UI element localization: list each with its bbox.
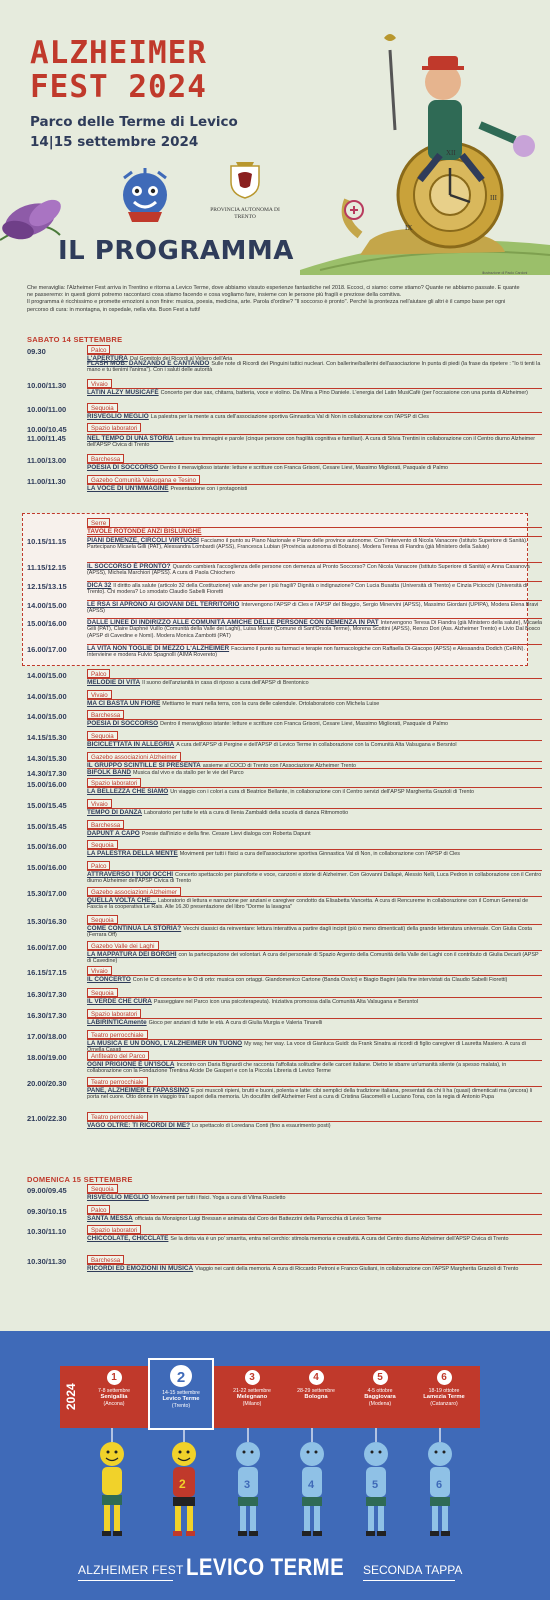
event-body xyxy=(87,1193,542,1201)
event-time: 15.00/16.00 xyxy=(27,863,67,872)
event-place: Parco delle Terme di Levico xyxy=(30,114,238,130)
title-line-2: FEST 2024 xyxy=(30,69,207,105)
stage-city: Melegnano xyxy=(236,1394,268,1400)
event-time: 09.00/09.45 xyxy=(27,1186,67,1195)
event-location: Gazebo associazioni Alzheimer xyxy=(87,752,181,761)
logos xyxy=(100,160,330,240)
stage-figures xyxy=(80,1428,480,1548)
event-title: TEMPO DI DANZA xyxy=(87,809,143,816)
event-description: Sulle note di Ricordi dei Pinguini tattici nucleari. Con ballerine/ballerini dell'associazione In punta di piedi (la frase da ripetere : "Io ti tenti la mano e tu tienimi l'anima"). Con i saluti delle autorità xyxy=(87,361,541,374)
event-description: Mettiamo le mani nella terra, con la cura delle calendule. Ortolaboratorio con Michela Luise xyxy=(162,701,380,707)
svg-text:2: 2 xyxy=(179,1477,186,1491)
stage-number: 6 xyxy=(437,1370,452,1385)
event-title: IL CONCERTO xyxy=(87,976,131,983)
event-title: LA VITA NON TOGLIE DI MEZZO L'ALZHEIMER xyxy=(87,645,230,652)
event-location: Sequoia xyxy=(87,1184,118,1193)
event-body xyxy=(87,768,542,776)
tagline-underline xyxy=(78,1580,173,1581)
event-description: Dentro il meraviglioso istante: letture e scritture con Franca Grisoni, Cesare Lievi, Massimo Migliorati, Pasquale di Palmo xyxy=(160,721,449,727)
event-location: Barchessa xyxy=(87,820,124,829)
tour-stage xyxy=(286,1366,346,1428)
event-title: LA BELLEZZA CHE SIAMO xyxy=(87,788,169,795)
event-location: Spazio laboratori xyxy=(87,423,141,432)
event-time: 10.00/10.45 xyxy=(27,425,67,434)
title-line-1: ALZHEIMER xyxy=(30,35,207,71)
event-title: OGNI PRIGIONE È UN'ISOLA xyxy=(87,1061,175,1068)
event-time: 11.00/11.30 xyxy=(27,477,66,486)
event-body xyxy=(87,1264,542,1272)
event-description: Movimenti per tutti i fisici. Yoga a cura di Vilma Ruscletto xyxy=(150,1195,286,1201)
event-title: POESIA DI SOCCORSO xyxy=(87,720,159,727)
event-title: BICICLETTATA IN ALLEGRIA xyxy=(87,741,175,748)
event-location: Barchessa xyxy=(87,710,124,719)
event-title: NEL TEMPO DI UNA STORIA xyxy=(87,435,174,442)
event-title: RISVEGLIO MEGLIO xyxy=(87,1194,149,1201)
event-description: Incontro con Daria Bignardi che racconta l'affollata solitudine delle carceri italiane. Dietro le sbarre un'umanità silente (a spesso malata), in collaborazione con la Fondazione Trentina Alcide De Gasperi e con la Piccola Libreria di Levico Terme xyxy=(87,1062,507,1075)
stage-province: (Catanzaro) xyxy=(430,1401,458,1407)
event-description: Facciamo il punto su farmaci e terapie non farmacologiche con Raffaella Di-Giacopo (APSS) e Alessandra Dodich (CeRiN). Intervieine e modera Fulvio Spagnolli (AIMA Rovereto) xyxy=(87,646,525,659)
event-description: Intervengono Teresa Di Fiandra (già Ministero della salute), Micaela Gilli (PAT), Claire Daphné Vuillo (Comunità della Valle dei Laghi), Luisa Moser (Comune di Sant'Orsola Terme), Morena Scottini (APSS), Renzo Dori (Ass. Alzheimer Trento) e Livio Dal Bosco (APSP di Cavedine e Nomi). Modera Monica Zambotti (PAT) xyxy=(87,620,543,639)
event-time: 15.00/16.00 xyxy=(27,842,67,851)
event-location: Sequoia xyxy=(87,988,118,997)
tour-year: 2024 xyxy=(60,1366,82,1428)
figure-3 xyxy=(236,1442,260,1536)
snail-illustration xyxy=(300,30,550,275)
event-body xyxy=(87,1214,542,1222)
event-body xyxy=(87,412,542,420)
stage-city: Baggiovara xyxy=(364,1394,396,1400)
event-description: assieme al COCD di Trento con l'Associazione Alzheimer Trento xyxy=(202,763,356,769)
stage-date: 28-29 settembre xyxy=(297,1388,335,1394)
event-body xyxy=(87,361,542,374)
footer-tagline xyxy=(78,1554,478,1584)
provincia-logo xyxy=(205,160,285,240)
event-location: Teatro perrocchiale xyxy=(87,1112,148,1121)
event-title: LABIRINTICAmente xyxy=(87,1019,147,1026)
stage-city: Bologna xyxy=(304,1394,328,1400)
stage-number: 1 xyxy=(107,1370,122,1385)
event-location: Sequoia xyxy=(87,731,118,740)
event-time: 15.00/16.00 xyxy=(27,619,67,628)
figure-4 xyxy=(300,1442,324,1536)
event-description: Viaggio nei canti della memoria. A cura di Riccardo Petroni e Franco Giuliani, in collaborazione con l'APSP Margherita Grazioli di Trento xyxy=(195,1266,519,1272)
event-title: L'APERTURA xyxy=(87,355,128,362)
event-body xyxy=(87,1060,542,1075)
figure-5 xyxy=(364,1442,388,1536)
event-body xyxy=(87,434,542,449)
event-body xyxy=(87,1018,542,1026)
tour-stages xyxy=(82,1366,480,1428)
event-body xyxy=(87,829,542,837)
stage-number: 5 xyxy=(373,1370,388,1385)
event-title: VAGO OLTRE: TI RICORDI DI ME? xyxy=(87,1122,191,1129)
svg-text:XII: XII xyxy=(446,149,456,157)
event-location: Anfiteatro del Parco xyxy=(87,1051,149,1060)
event-description: con la partecipazione dei volontari. A cura del personale di Spazio Argento della Comunità della Valle dei Laghi con il contributo di Giulia Decarli (APSP di Cavedine) xyxy=(87,952,539,965)
event-time: 14.00/15.00 xyxy=(27,692,67,701)
event-description: Poesie dall'inizio e della fine. Cesare Lievi dialoga con Roberta Dapunt xyxy=(141,831,311,837)
event-body xyxy=(87,950,542,965)
event-description: Letture tra immagini e parole (cinque persone con fragilità cognitiva e familiari). A cura di Silvia Trentini in collaborazione con il Centro diurno Alzheimer dell'APSP Civica di Trento xyxy=(87,436,536,449)
event-body xyxy=(87,699,542,707)
event-body xyxy=(87,536,542,551)
event-body xyxy=(87,463,542,471)
event-description: officiata da Monsignor Luigi Bressan e animata dal Coro dei Battezzini della Parrocchia di Levico Terme xyxy=(134,1216,382,1222)
event-location: Spazio laboratori xyxy=(87,778,141,787)
event-location: Sequoia xyxy=(87,915,118,924)
event-description: Laboratorio per tutte le età a cura di Ilenia Zambaldi della scuola di danza Ritmomotio xyxy=(144,810,349,816)
tour-stage xyxy=(84,1366,144,1428)
tour-stage-current xyxy=(148,1358,214,1430)
event-body xyxy=(87,1234,542,1242)
event-description: Il suono dell'anzianità in casa di riposo a cura dell'APSP di Brentonico xyxy=(142,680,309,686)
event-description: Facciamo il punto su Piano Nazionale e Piano delle province autonome. Con l'intervento di Nicola Vanacore (Istituto Superiore di Sanità). Partecipano Micaela Gilli (PAT), Alessandra Lombardi (APSS), Francesca Lubian (Provincia autonoma di Bolzano). Modera Teresa di Fiandra (già Ministero della Salute) xyxy=(87,538,528,551)
event-time: 15.00/15.45 xyxy=(27,822,67,831)
stage-date: 4-5 ottobre xyxy=(367,1388,393,1394)
page-title xyxy=(30,36,207,104)
event-time: 09.30 xyxy=(27,347,46,356)
event-time: 09.30/10.15 xyxy=(27,1207,67,1216)
event-time: 11.15/12.15 xyxy=(27,563,67,572)
event-location: Spazio laboratori xyxy=(87,1225,141,1234)
event-time: 11.00/11.45 xyxy=(27,434,66,443)
stage-number: 3 xyxy=(245,1370,260,1385)
svg-text:IX: IX xyxy=(405,224,413,232)
event-description: Il diritto alla salute (articolo 32 della Costituzione) vale anche per i più fragili? Dignità o indignazione? Con Lucia Busatta (Università di Trento) e Cinzia Piciocchi (Università di Trento). Chi modera? Lo smodato Claudio Sabelli Fioretti xyxy=(87,583,528,596)
event-time: 15.00/16.00 xyxy=(27,780,67,789)
event-title: DICA 32 xyxy=(87,582,112,589)
event-body xyxy=(87,740,542,748)
event-time: 16.30/17.30 xyxy=(27,990,67,999)
event-location: Barchessa xyxy=(87,1255,124,1264)
event-time: 17.00/18.00 xyxy=(27,1032,67,1041)
event-time: 14.30/17.30 xyxy=(27,769,67,778)
event-description: Passeggiare nel Parco icon una psicoterapeuta). Iniziativa promossa dalla Comunità Alta Valsugana e Bersntol xyxy=(153,999,419,1005)
event-title: LE RSA SI APRONO AI GIOVANI DEL TERRITORIO xyxy=(87,601,240,608)
event-time: 12.15/13.15 xyxy=(27,582,67,591)
event-location: Vivaio xyxy=(87,966,112,975)
event-location: Barchessa xyxy=(87,454,124,463)
event-time: 14.00/15.00 xyxy=(27,601,67,610)
stage-city: Senigallia xyxy=(100,1394,128,1400)
event-location: Vivaio xyxy=(87,379,112,388)
figure-2 xyxy=(172,1442,196,1536)
event-description: Concerto spettacolo per pianoforte e voce, canzoni e storie di Alzheimer. Con Giovanni Dallapè, Alessio Nelli, Luca Pedron in collaborazione con il Centro diurno Alzheimer dell'APSP Civica di Trento xyxy=(87,872,542,885)
event-title: CHICCOLATE, CHICCLATE xyxy=(87,1235,169,1242)
event-location: Sequoia xyxy=(87,403,118,412)
event-time: 16.15/17.15 xyxy=(27,968,67,977)
event-body xyxy=(87,787,542,795)
event-title: RISVEGLIO MEGLIO xyxy=(87,413,149,420)
tagline-city: LEVICO TERME xyxy=(186,1554,345,1581)
event-location: Serre xyxy=(87,518,110,527)
event-title: RICORDI ED EMOZIONI IN MUSICA xyxy=(87,1265,194,1272)
illustration-credit: illustrazione di Paolo Cardoni xyxy=(482,271,528,275)
tour-stage xyxy=(414,1366,474,1428)
stage-city: Lamezia Terme xyxy=(423,1394,465,1400)
figure-6 xyxy=(428,1442,452,1536)
event-description: Un viaggio con i colori a cura di Beatrice Bellante, in collaborazione con il Centro servizi dell'APSP Margherita Grazioli di Trento xyxy=(170,789,475,795)
event-body xyxy=(87,562,542,577)
programma-heading: IL PROGRAMMA xyxy=(58,236,294,266)
event-title: DALLE LINEE DI INDIRIZZO ALLE COMUNITÀ AMICHE DELLE PERSONE CON DEMENZA IN PAT xyxy=(87,619,379,626)
stage-number: 4 xyxy=(309,1370,324,1385)
event-title: IL VERDE CHE CURA xyxy=(87,998,152,1005)
event-time: 15.00/15.45 xyxy=(27,801,67,810)
event-time: 16.00/17.00 xyxy=(27,645,67,654)
stage-date: 18-19 ottobre xyxy=(428,1388,460,1394)
event-time: 21.00/22.30 xyxy=(27,1114,67,1123)
svg-text:5: 5 xyxy=(372,1479,379,1491)
event-title: LA VOCE DI UN'IMMAGINE xyxy=(87,485,169,492)
stage-province: (Modena) xyxy=(368,1401,392,1407)
saturday-heading: SABATO 14 SETTEMBRE xyxy=(27,335,123,344)
event-body xyxy=(87,849,542,857)
event-time: 16.30/17.30 xyxy=(27,1011,67,1020)
event-location: Vivaio xyxy=(87,799,112,808)
event-time: 10.30/11.30 xyxy=(27,1257,67,1266)
event-time: 16.00/17.00 xyxy=(27,943,67,952)
event-description: La palestra per la mente a cura dell'associazione sportiva Ginnastica Val di Non in collaborazione con l'APSP di Cles xyxy=(150,414,429,420)
event-title: IL GRUPPO SCINTILLE SI PRESENTA xyxy=(87,762,201,769)
event-title: DAPUNT A CAPO xyxy=(87,830,140,837)
event-description: Dal Gomitolo dei Ricordi al Veliero dell'Aria xyxy=(129,356,233,362)
event-description: A cura dell'APSP di Pergine e dell'APSP di Levico Terme in collaborazione con la Comunità Alta Valsugana e Bersntol xyxy=(176,742,457,748)
event-title: POESIA DI SOCCORSO xyxy=(87,464,159,471)
svg-text:4: 4 xyxy=(308,1479,315,1491)
event-location: Teatro perrocchiale xyxy=(87,1030,148,1039)
stage-date: 21-22 settembre xyxy=(233,1388,271,1394)
event-description: Concerto per due sax, chitarra, batteria, voce e violino. Da Mina a Pino Daniele. L'energia del Latin MusiCafè (per l'occasione con una punta di Alzheimer) xyxy=(160,390,528,396)
event-description: Intervengono l'APSP di Cles e l'APSP del Bleggio, Sergio Minervini (APSS), Massimo Giordani (UPIPA), Modera Elena Bravi (APSS) xyxy=(87,602,539,615)
event-body xyxy=(87,600,542,615)
event-description: Se la dirita via è un po' smarrita, entra nel cerchio: stimola memoria e creatività. A cura del Centro diurno Alzheimer dell'APSP Civica di Trento xyxy=(170,1236,509,1242)
event-location: Palco xyxy=(87,1205,110,1214)
event-title: PANE, ALZHEIMER E FAPASSINO xyxy=(87,1087,190,1094)
event-description: Laboratorio di lettura e narrazione per anziani e caregiver condotto da Elisabetta Vancetta. A cura di Rencureme in collaborazione con il Comun General de Fascia e la cooperativa Le Rais. Alle 16.30 presentazione del libro "Dorme la lavagna" xyxy=(87,898,529,911)
event-title: PIANI DEMENZE, CIRCOLI VIRTUOSI xyxy=(87,537,199,544)
event-location: Palco xyxy=(87,345,110,354)
provincia-name: PROVINCIA AUTONOMA DI TRENTO xyxy=(210,207,280,220)
svg-text:3: 3 xyxy=(244,1479,251,1491)
tagline-fest: ALZHEIMER FEST xyxy=(78,1563,184,1577)
event-title: SANTA MESSA xyxy=(87,1215,133,1222)
event-time: 10.30/11.10 xyxy=(27,1227,67,1236)
stage-city: Levico Terme xyxy=(162,1396,200,1402)
intro-text xyxy=(27,285,527,314)
provincia-crest-icon xyxy=(228,160,262,200)
event-time: 14.30/15.30 xyxy=(27,754,67,763)
intro-paragraph: Che meraviglia: l'Alzheimer Fest arriva in Trentino e ritorna a Levico Terme, dove abbiamo vissuto esperienze fantastiche nel 2018. Eccoci, ci siamo: come stiamo? Quante ne abbiamo passate. E quante ne passeremo: in questi giorni potremo raccontarci cosa stiamo facendo e cosa vogliamo fare, insieme con le persone più fragili e preziose della comitiva. xyxy=(27,285,520,299)
footer-tour-banner xyxy=(0,1331,550,1600)
event-description: Con le C di concerto e le O di orto: musica con ortaggi. Giandomenico Cartone (Banda Osvici) e Biagio Bagini (alla fine intervistati da Claudio Sabelli Fioretti) xyxy=(132,977,508,983)
intro-paragraph: Il programma è ricchissimo e promette emozioni a non finire: musica, poesia, medicina, arte. Parola d'ordine? "Il soccorso è pronto". Perché la prontezza nell'aiutare gli altri è il campo base per ogni percorso di cura: in montagna, in ospedale, nella vita. Buon Fest a tutti! xyxy=(27,299,506,313)
event-description: Presentazione con i protagonisti xyxy=(170,486,248,492)
event-location: Vivaio xyxy=(87,690,112,699)
event-body xyxy=(87,618,542,639)
event-body xyxy=(87,997,542,1005)
svg-text:III: III xyxy=(490,194,497,202)
serre-heading: TAVOLE ROTONDE ANZI BISLUNGHE xyxy=(87,528,202,535)
stage-number: 2 xyxy=(170,1365,192,1387)
event-time: 18.00/19.00 xyxy=(27,1053,67,1062)
event-body xyxy=(87,644,542,659)
event-description: Quando cambierà l'accoglienza delle persone con demenza al Pronto Soccorso? Con Nicola Vanacore (Istituto Superiore di Sanità) e Anna Casanova (APSS), Michela Marchiori (APSS). A cura di Paola Chiochero xyxy=(87,564,530,577)
stage-date: 7-8 settembre xyxy=(97,1388,130,1394)
event-body xyxy=(87,808,542,816)
event-time: 15.30/16.30 xyxy=(27,917,67,926)
event-body xyxy=(87,975,542,983)
event-body xyxy=(87,924,542,939)
event-time: 10.00/11.30 xyxy=(27,381,67,390)
event-time: 10.00/11.00 xyxy=(27,405,67,414)
stage-province: (Milano) xyxy=(242,1401,262,1407)
event-title: LA MAPPATURA DEI BORGHI xyxy=(87,951,177,958)
event-body xyxy=(87,678,542,686)
stage-date: 14-15 settembre xyxy=(162,1390,200,1396)
event-dates: 14|15 settembre 2024 xyxy=(30,134,199,150)
event-description: Dentro il meraviglioso istante: letture e scritture con Franca Grisoni, Cesare Lievi, Massimo Migliorati, Pasquale di Palmo xyxy=(160,465,449,471)
event-body xyxy=(87,719,542,727)
stage-province: (Ancona) xyxy=(103,1401,125,1407)
event-title: LA MUSICA E UN DONO, L'ALZHEIMER UN TUONO xyxy=(87,1040,243,1047)
event-description: Gioco per anziani di tutte le età. A cura di Giulia Murgia e Valeria Tinarelli xyxy=(148,1020,323,1026)
event-location: Gazebo Valle dei Laghi xyxy=(87,941,159,950)
event-location: Palco xyxy=(87,669,110,678)
event-body xyxy=(87,1039,542,1054)
event-time: 14.00/15.00 xyxy=(27,671,67,680)
event-time: 14.00/15.00 xyxy=(27,712,67,721)
event-time: 20.00/20.30 xyxy=(27,1079,67,1088)
tour-stage xyxy=(222,1366,282,1428)
association-logo xyxy=(110,160,180,230)
event-description: E poi muscoli ripieni, brutti e buoni, polenta e latte: cibi semplici della tradizione italiana, presentati da chi li ha (quasi) dimenticati ma (ancora) li porta nel cuore. Otto donne in viaggio tra i sapori della memoria. Un docufilm dell'Alzheimer Fest a cura di Cristina Giacomelli e Luciano Tona, con la regia di Antonio Pupa xyxy=(87,1088,533,1101)
event-body xyxy=(87,870,542,885)
event-title: LA PALESTRA DELLA MENTE xyxy=(87,850,178,857)
event-subtitle xyxy=(30,112,238,152)
figure-1 xyxy=(100,1442,124,1536)
event-body xyxy=(87,1121,542,1129)
event-description: My way, her way. La voce di Gianluca Guidi: da Frank Sinatra ai ricordi di figlio caregiver di Lauretta Masiero. A cura di xyxy=(244,1041,526,1047)
event-title: ATTRAVERSO I TUOI OCCHI xyxy=(87,871,174,878)
header xyxy=(0,0,550,280)
event-title: MELODIE DI VITA xyxy=(87,679,141,686)
event-location: Spazio laboratori xyxy=(87,1009,141,1018)
event-description: Movimenti per tutti i fisici a cura dell'associazione sportiva Ginnastica Val di Non, in collaborazione con l'APSP di Cles xyxy=(179,851,460,857)
event-time: 14.15/15.30 xyxy=(27,733,67,742)
event-title: COME CONTINUA LA STORIA? xyxy=(87,925,182,932)
stage-province: (Trento) xyxy=(171,1403,191,1409)
event-time: 11.00/13.00 xyxy=(27,456,67,465)
event-body xyxy=(87,484,542,492)
event-location: Teatro perrocchiale xyxy=(87,1077,148,1086)
event-time: 10.15/11.15 xyxy=(27,537,67,546)
event-body xyxy=(87,388,542,396)
tagline-underline xyxy=(363,1580,455,1581)
event-title: FLASH MOB: DANZANDO E CANTANDO xyxy=(87,360,210,367)
event-title: BIFOLK BAND xyxy=(87,769,132,776)
event-title: MA CI BASTA UN FIORE xyxy=(87,700,161,707)
event-location: Gazebo Comunità Valsugana e Tesino xyxy=(87,475,200,484)
tour-stage xyxy=(350,1366,410,1428)
event-title: IL SOCCORSO È PRONTO? xyxy=(87,563,171,570)
event-body xyxy=(87,896,542,911)
event-location: Sequoia xyxy=(87,840,118,849)
event-body xyxy=(87,527,542,535)
event-description: Vecchi classici da reinventare: lettura interattiva a partire dagli incipit (più o meno dimenticati) della grande letteratura universale. Con Giulia Costa (Ferrara Off) xyxy=(87,926,532,939)
svg-text:6: 6 xyxy=(436,1479,443,1491)
event-location: Palco xyxy=(87,861,110,870)
event-title: LATIN ALZY MUSICAFÈ xyxy=(87,389,159,396)
event-location: Gazebo associazioni Alzheimer xyxy=(87,887,181,896)
event-description: Musica dal vivo e da stallo per le vie del Parco xyxy=(133,770,244,776)
event-title: QUELLA VOLTA CHE... xyxy=(87,897,156,904)
event-description: Lo spettacolo di Loredana Conti (fino a esaurimento posti) xyxy=(192,1123,331,1129)
tagline-stage: SECONDA TAPPA xyxy=(363,1563,463,1577)
event-body xyxy=(87,1086,542,1101)
event-time: 15.30/17.00 xyxy=(27,889,67,898)
event-body xyxy=(87,581,542,596)
sunday-heading: DOMENICA 15 SETTEMBRE xyxy=(27,1175,133,1184)
